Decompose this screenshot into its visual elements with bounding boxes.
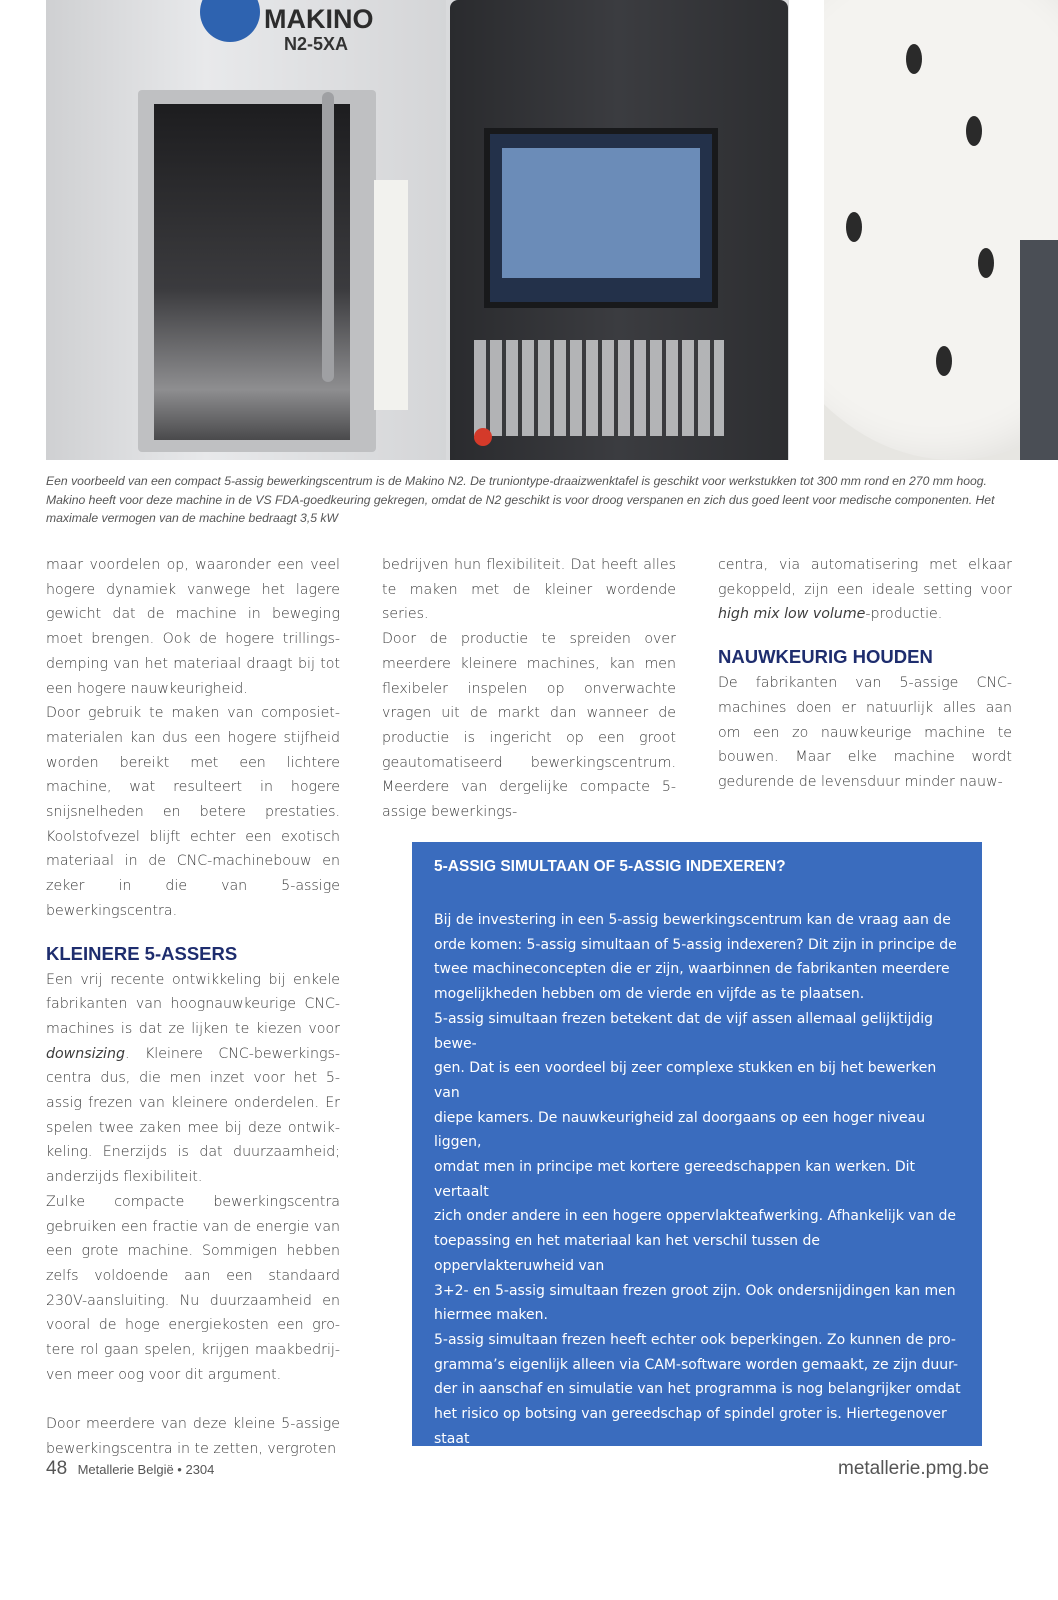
door-handle <box>322 92 334 382</box>
info-box-line: van het werkstuk. <box>434 1578 560 1595</box>
paragraph: Door meerdere van deze kleine 5-assige bewerkingscentra in te zetten, vergroten <box>46 1416 340 1457</box>
info-box-line: 5-assig simultaan frezen betekent dat de vijf assen allemaal gelijktijdig bewe- <box>434 1010 934 1052</box>
machine-window <box>154 104 350 440</box>
disc-hole <box>978 248 994 278</box>
info-box-line: Bij de investering in een 5-assig bewerkingscentrum kan de vraag aan de <box>434 912 951 928</box>
info-box-line: orde komen: 5-assig simultaan of 5-assig indexeren? Dit zijn in principe de <box>434 936 957 953</box>
paragraph-text: -productie. <box>865 606 943 623</box>
paragraph-gap <box>46 1388 340 1413</box>
info-box-line: dat voor de meeste toepassingen 5-assig indexeren volstaat. Het is belangrijk <box>434 1455 908 1497</box>
info-box-line: hiermee maken. <box>434 1307 548 1324</box>
photo-caption: Een voorbeeld van een compact 5-assig bewerkingscentrum is de Makino N2. De truniontype-draaizwenktafel is geschikt voor werkstukken tot 300 mm rond en 270 mm hoog. Makino heeft voor deze machine in de VS FDA-goedkeuring gekregen, omdat de N2 geschikt is voor droog verspanen en zich dus goed leent voor medische componenten. Het maximale vermogen van de machine bedraagt 3,5 kW <box>46 474 995 525</box>
control-keypad <box>474 340 724 436</box>
disc-hole <box>936 346 952 376</box>
text-column-3 <box>718 553 1012 795</box>
info-box-line: gramma’s eigenlijk alleen via CAM-software worden gemaakt, ze zijn duur- <box>434 1356 959 1373</box>
info-box-line: der in aanschaf en simulatie van het programma is nog belangrijker omdat <box>434 1381 961 1398</box>
section-heading: KLEINERE 5-ASSERS <box>46 942 238 964</box>
paragraph-text: centra, via automatisering met elkaar gekoppeld, zijn een ideale setting voor <box>718 557 1012 598</box>
info-box-line: het risico op botsing van gereedschap of spindel groter is. Hiertegenover staat <box>434 1406 947 1447</box>
paragraph-text: . Kleinere CNC-bewerkingscentra dus, die men inzet voor het 5-assig frezen van kleinere onderdelen. Er spelen twee zaken mee bij deze ontwikkeling. Enerzijds is dat duurzaamheid; anderzijds flexibiliteit. <box>46 1045 340 1186</box>
paragraph: bedrijven hun flexibiliteit. Dat heeft alles te maken met de kleiner wordende series. <box>382 557 676 623</box>
turntable-photo <box>824 0 1058 460</box>
magazine-issue: Metallerie België • 2304 <box>77 1462 215 1477</box>
paragraph: Door de productie te spreiden over meerdere kleinere machines, kan men flexibeler inspelen op onverwachte vragen uit de markt dan wanneer de productie is ingericht op een groot geautomatiseerd bewerkingscentrum. Meerdere van dergelijke compacte 5-assige bewerkings- <box>382 631 676 821</box>
info-box-line: toepassing en het materiaal kan het verschil tussen de oppervlakteruwheid van <box>434 1233 820 1274</box>
text-column-1 <box>46 553 340 1462</box>
paragraph: Door gebruik te maken van composietmaterialen kan dus een hogere stijfheid worden bereikt met een lichtere machine, wat resulteert in hogere snijsnelheden en betere prestaties. Koolstofvezel blijft echter een exotisch materiaal in de CNC-machinebouw en zeker in die van 5-assige bewerkingscentra. <box>46 705 340 919</box>
warning-labels <box>374 180 408 410</box>
paragraph: De fabrikanten van 5-assige CNC-machines doen er natuurlijk alles aan om een zo nauwkeurige machine te bouwen. Maar elke machine wordt gedurende de levensduur minder nauw- <box>718 675 1012 790</box>
info-box-line: 3+2- en 5-assig simultaan frezen groot zijn. Ook ondersnijdingen kan men <box>434 1282 956 1299</box>
section-heading: NAUWKEURIG HOUDEN <box>718 646 933 668</box>
info-box-line: 5-assig simultaan frezen heeft echter ook beperkingen. Zo kunnen de pro- <box>434 1331 956 1348</box>
paragraph: maar voordelen op, waaronder een veel hogere dynamiek vanwege het lagere gewicht dat de machine in beweging moet brengen. Ook de hogere trillingsdemping van het materiaal draagt bij tot een hogere nauwkeurigheid. <box>46 557 340 697</box>
page-footer <box>46 1458 214 1480</box>
info-box-line: dat vijf vlakken in één opspanning kunnen worden bewerkt, wat al tot een <box>434 1504 955 1521</box>
machine-part <box>1020 240 1058 460</box>
website-link[interactable]: metallerie.pmg.be <box>838 1458 990 1479</box>
disc-hole <box>846 212 862 242</box>
machine-photo <box>46 0 789 460</box>
paragraph: Zulke compacte bewerkingscentra gebruiken een fractie van de energie van een grote machine. Sommigen hebben zelfs voldoende aan een standaard 230V-aansluiting. Nu duurzaamheid en vooral de hoge energiekosten een grotere rol gaan spelen, krijgen maakbedrijven meer oog voor dit argument. <box>46 1193 340 1383</box>
emergency-stop-icon <box>474 428 492 446</box>
paragraph <box>46 968 340 1190</box>
disc-hole <box>966 116 982 146</box>
machine-brand-text: MAKINO <box>264 4 374 34</box>
page-number: 48 <box>46 1458 68 1479</box>
info-box-line: twee machineconcepten die er zijn, waarbinnen de fabrikanten meerdere <box>434 961 950 978</box>
info-box-line: hogere nauwkeurigheid leidt vergeleken met het telkens opnieuw omspannen <box>434 1529 895 1571</box>
paragraph <box>718 553 1012 627</box>
info-box-line: mogelijkheden hebben om de vierde en vijfde as te plaatsen. <box>434 986 865 1003</box>
info-box-line: diepe kamers. De nauwkeurigheid zal doorgaans op een hoger niveau liggen, <box>434 1109 926 1151</box>
text-column-2 <box>382 553 676 825</box>
control-screen <box>484 128 718 308</box>
emphasis-text: downsizing <box>46 1045 126 1062</box>
info-box-line: gen. Dat is een voordeel bij zeer complexe stukken en bij het bewerken van <box>434 1060 937 1101</box>
emphasis-text: high mix low volume <box>718 606 866 623</box>
paragraph-text: Een vrij recente ontwikkeling bij enkele fabrikanten van hoognauwkeurige CNC-machines is dat ze lijken te kiezen voor <box>46 971 340 1037</box>
info-box-line: omdat men in principe met kortere gereedschappen kan werken. Dit vertaalt <box>434 1159 916 1200</box>
machine-model-text: N2-5XA <box>284 34 349 54</box>
disc-hole <box>906 44 922 74</box>
info-box-title: 5-ASSIG SIMULTAAN OF 5-ASSIG INDEXEREN? <box>434 858 786 875</box>
info-box-line: zich onder andere in een hogere oppervlakteafwerking. Afhankelijk van de <box>434 1208 956 1225</box>
control-screen-display <box>502 148 700 278</box>
